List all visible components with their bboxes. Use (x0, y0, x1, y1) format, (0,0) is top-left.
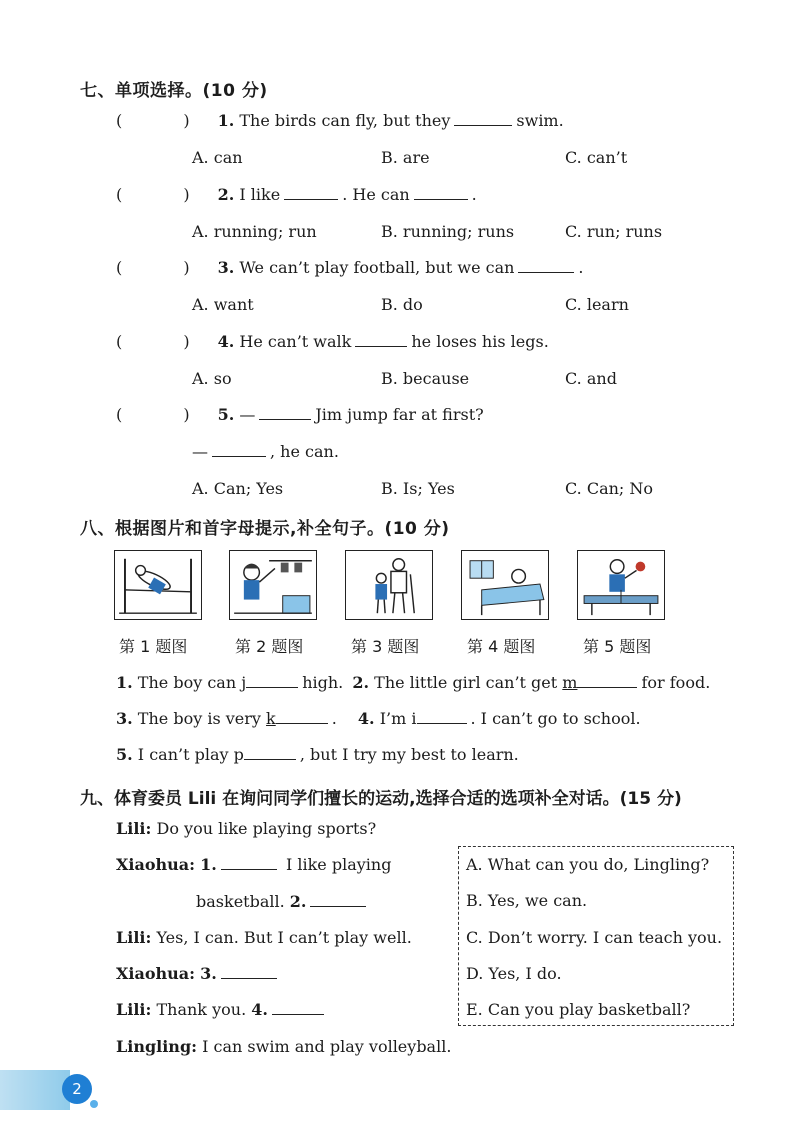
picture-3 (345, 550, 433, 620)
girl-reaching-illustration (230, 551, 316, 619)
sentence-1-2: 1. The boy can j high. 2. The little girl can’t get m for food. (116, 673, 711, 692)
answer-blank[interactable] (221, 855, 277, 870)
picture-2 (229, 550, 317, 620)
option-d: D. Yes, I do. (466, 964, 562, 983)
q3-option-b: B. do (381, 295, 423, 314)
q2-option-c: C. run; runs (565, 222, 663, 241)
picture-5 (577, 550, 665, 620)
q3-option-c: C. learn (565, 295, 629, 314)
caption-1: 第 1 题图 (119, 637, 188, 656)
q4-option-b: B. because (381, 369, 470, 388)
page-number: 2 (62, 1074, 92, 1104)
answer-blank[interactable] (454, 111, 512, 126)
option-e: E. Can you play basketball? (466, 1000, 691, 1019)
answer-bracket[interactable]: ( ) (116, 258, 218, 277)
footer-bar (0, 1070, 70, 1110)
answer-bracket[interactable]: ( ) (116, 111, 218, 130)
option-b: B. Yes, we can. (466, 891, 588, 910)
answer-blank[interactable] (417, 709, 467, 724)
ping-pong-illustration (578, 551, 664, 619)
dialogue-line-1: Lili: Do you like playing sports? (116, 819, 377, 838)
question-5: ( )5. — Jim jump far at first? (116, 405, 484, 424)
answer-blank[interactable] (272, 1000, 324, 1015)
q2-option-b: B. running; runs (381, 222, 515, 241)
dialogue-line-6: Lingling: I can swim and play volleyball. (116, 1037, 452, 1056)
q1-option-a: A. can (192, 148, 243, 167)
high-jump-illustration (115, 551, 201, 619)
answer-blank[interactable] (244, 745, 296, 760)
question-3: ( )3. We can’t play football, but we can . (116, 258, 584, 277)
option-a: A. What can you do, Lingling? (466, 855, 710, 874)
q3-option-a: A. want (192, 295, 254, 314)
answer-bracket[interactable]: ( ) (116, 185, 218, 204)
sentence-5: 5. I can’t play p , but I try my best to learn. (116, 745, 519, 764)
answer-blank[interactable] (212, 442, 266, 457)
q4-option-a: A. so (192, 369, 232, 388)
caption-5: 第 5 题图 (583, 637, 652, 656)
option-c: C. Don’t worry. I can teach you. (466, 928, 723, 947)
q2-option-a: A. running; run (192, 222, 317, 241)
q5-option-c: C. Can; No (565, 479, 654, 498)
dialogue-line-2: Xiaohua: 1. I like playing (116, 855, 392, 874)
answer-blank[interactable] (310, 892, 366, 907)
q1-option-c: C. can’t (565, 148, 628, 167)
sentence-3-4: 3. The boy is very k . 4. I’m i . I can’t go to school. (116, 709, 641, 728)
q5-option-a: A. Can; Yes (192, 479, 284, 498)
question-5-reply: — , he can. (192, 442, 339, 461)
section-7-title: 七、单项选择。(10 分) (80, 81, 268, 101)
dialogue-line-2-cont: basketball. 2. (196, 892, 370, 911)
answer-blank[interactable] (414, 185, 468, 200)
question-4: ( )4. He can’t walk he loses his legs. (116, 332, 549, 351)
answer-blank[interactable] (577, 673, 637, 688)
footer-dot (90, 1100, 98, 1108)
answer-blank[interactable] (518, 258, 574, 273)
answer-blank[interactable] (221, 964, 277, 979)
answer-blank[interactable] (246, 673, 298, 688)
question-1: ( )1. The birds can fly, but they swim. (116, 111, 564, 130)
boy-helping-illustration (346, 551, 432, 619)
answer-bracket[interactable]: ( ) (116, 332, 218, 351)
section-8-title: 八、根据图片和首字母提示,补全句子。(10 分) (80, 519, 450, 539)
answer-blank[interactable] (355, 332, 407, 347)
caption-3: 第 3 题图 (351, 637, 420, 656)
dialogue-line-5: Lili: Thank you. 4. (116, 1000, 328, 1019)
q4-option-c: C. and (565, 369, 617, 388)
caption-4: 第 4 题图 (467, 637, 536, 656)
answer-blank[interactable] (259, 405, 311, 420)
answer-blank[interactable] (284, 185, 338, 200)
dialogue-line-4: Xiaohua: 3. (116, 964, 281, 983)
picture-4 (461, 550, 549, 620)
question-2: ( )2. I like . He can . (116, 185, 477, 204)
boy-in-bed-illustration (462, 551, 548, 619)
answer-blank[interactable] (276, 709, 328, 724)
q1-option-b: B. are (381, 148, 430, 167)
caption-2: 第 2 题图 (235, 637, 304, 656)
q5-option-b: B. Is; Yes (381, 479, 455, 498)
dialogue-line-3: Lili: Yes, I can. But I can’t play well. (116, 928, 412, 947)
answer-bracket[interactable]: ( ) (116, 405, 218, 424)
section-9-title: 九、体育委员 Lili 在询问同学们擅长的运动,选择合适的选项补全对话。(15 分) (80, 789, 682, 809)
picture-1 (114, 550, 202, 620)
